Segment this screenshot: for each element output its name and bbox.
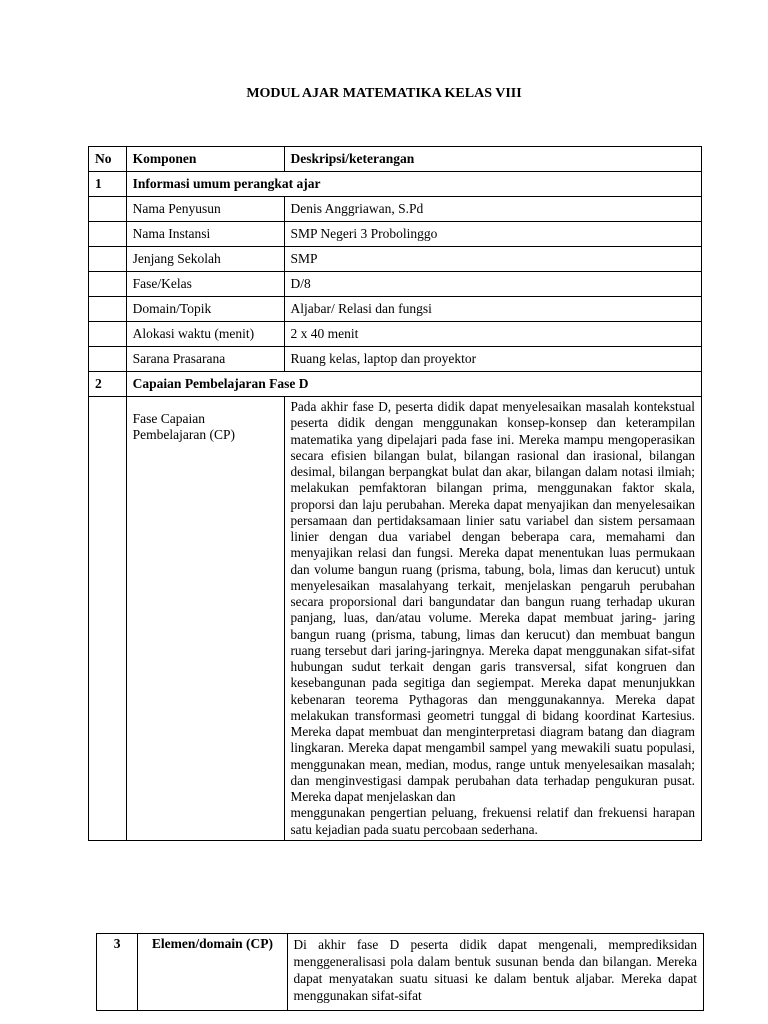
row-value: SMP Negeri 3 Probolinggo	[284, 222, 702, 247]
section-3-number: 3	[97, 934, 138, 1011]
row-label: Alokasi waktu (menit)	[126, 322, 284, 347]
cp-description	[284, 397, 702, 841]
section-1-number: 1	[89, 172, 127, 197]
cp-component-label: Fase Capaian Pembelajaran (CP)	[126, 397, 284, 841]
document-title: MODUL AJAR MATEMATIKA KELAS VIII	[246, 86, 522, 101]
row-value: Aljabar/ Relasi dan fungsi	[284, 297, 702, 322]
table-row	[89, 347, 702, 372]
row-value: SMP	[284, 247, 702, 272]
row-label: Fase/Kelas	[126, 272, 284, 297]
section-3-table	[96, 933, 704, 1011]
row-label: Nama Penyusun	[126, 197, 284, 222]
section-1-title: Informasi umum perangkat ajar	[126, 172, 701, 197]
section-2-header-row	[89, 372, 702, 397]
cp-description-continued: menggunakan pengertian peluang, frekuensi relatif dan frekuensi harapan satu kejadian pada suatu percobaan sederhana.	[290, 805, 695, 837]
row-value: 2 x 40 menit	[284, 322, 702, 347]
section-2-content-row	[89, 397, 702, 841]
module-table	[88, 146, 702, 841]
row-label: Domain/Topik	[126, 297, 284, 322]
row-label: Jenjang Sekolah	[126, 247, 284, 272]
section-3-component: Elemen/domain (CP)	[138, 934, 287, 1011]
section-1-header-row	[89, 172, 702, 197]
row-value: D/8	[284, 272, 702, 297]
row-label: Sarana Prasarana	[126, 347, 284, 372]
header-komponen: Komponen	[126, 147, 284, 172]
table-row	[89, 272, 702, 297]
cp-description-text: Pada akhir fase D, peserta didik dapat menyelesaikan masalah kontekstual peserta didik dengan menggunakan konsep-konsep dan keterampilan matematika yang dipelajari pada fase ini. Mereka mampu mengoperasikan secara efisien bilangan bulat, bilangan rasional dan irasional, bilangan desimal, bilangan berpangkat bulat dan akar, bilangan dalam notasi ilmiah; melakukan pemfaktoran bilangan prima, menggunakan faktor skala, proporsi dan laju perubahan. Mereka dapat menyajikan dan menyelesaikan persamaan dan pertidaksamaan linier satu variabel dan sistem persamaan linier dengan dua variabel dengan beberapa cara, memahami dan menyajikan relasi dan fungsi. Mereka dapat menentukan luas permukaan dan volume bangun ruang (prisma, tabung, bola, limas dan kerucut) untuk menyelesaikan masalahyang terkait, menjelaskan pengaruh perubahan secara proporsional dari bangundatar dan bangun ruang terhadap ukuran panjang, luas, dan/atau volume. Mereka dapat membuat jaring- jaring bangun ruang (prisma, tabung, limas dan kerucut) dan membuat bangun ruang tersebut dari jaring-jaringnya. Mereka dapat menggunakan sifat-sifat hubungan sudut terkait dengan garis transversal, sifat kongruen dan kesebangunan pada segitiga dan segiempat. Mereka dapat menunjukkan kebenaran teorema Pythagoras dan menggunakannya. Mereka dapat melakukan transformasi geometri tunggal di bidang koordinat Kartesius. Mereka dapat membuat dan menginterpretasi diagram batang dan diagram lingkaran. Mereka dapat mengambil sampel yang mewakili suatu populasi, menggunakan mean, median, modus, range untuk menyelesaikan masalah; dan menginvestigasi dampak perubahan data terhadap pengukuran pusat. Mereka dapat menjelaskan dan	[290, 399, 695, 804]
header-no: No	[89, 147, 127, 172]
table-row	[89, 222, 702, 247]
section-3-description: Di akhir fase D peserta didik dapat mengenali, memprediksidan menggeneralisasi pola dalam bentuk susunan benda dan bilangan. Mereka dapat menyatakan suatu situasi ke dalam bentuk aljabar. Mereka dapat menggunakan sifat-sifat	[287, 934, 703, 1011]
section-3-row	[97, 934, 704, 1011]
table-row	[89, 247, 702, 272]
section-2-title: Capaian Pembelajaran Fase D	[126, 372, 701, 397]
table-header-row	[89, 147, 702, 172]
section-2-number: 2	[89, 372, 127, 397]
row-value: Ruang kelas, laptop dan proyektor	[284, 347, 702, 372]
table-row	[89, 297, 702, 322]
table-row	[89, 197, 702, 222]
row-value: Denis Anggriawan, S.Pd	[284, 197, 702, 222]
header-deskripsi: Deskripsi/keterangan	[284, 147, 702, 172]
row-label: Nama Instansi	[126, 222, 284, 247]
table-row	[89, 322, 702, 347]
